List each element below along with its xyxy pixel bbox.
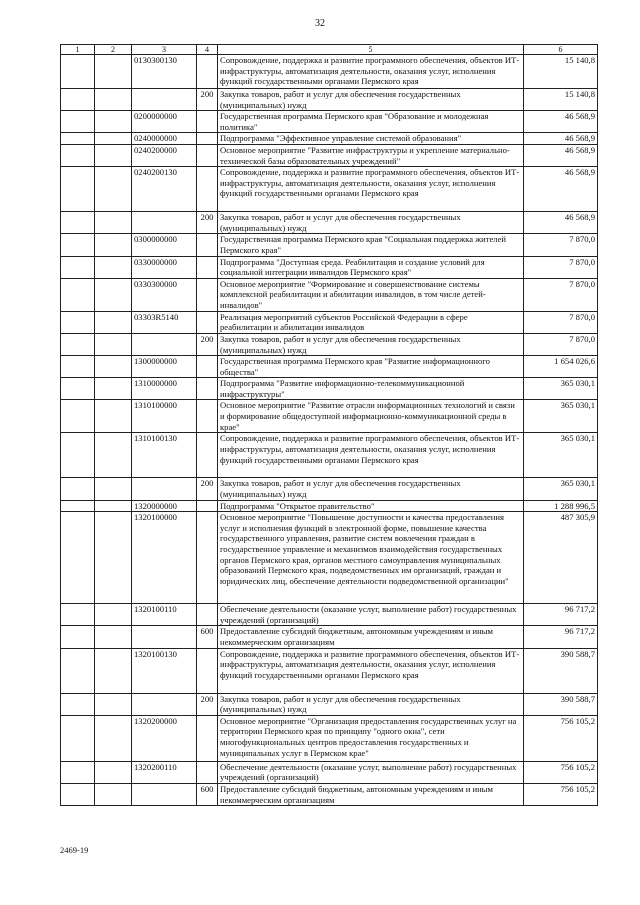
cell-col-2: [95, 500, 132, 512]
cell-code: 1320200110: [132, 761, 197, 783]
cell-col-2: [95, 512, 132, 604]
cell-name: Сопровождение, поддержка и развитие программного обеспечения, объектов ИТ-инфраструктуры, автоматизация деятельности, оказания услуг, исполнения функций государственными органами Пермского края: [218, 55, 524, 89]
cell-col-2: [95, 378, 132, 400]
table-row: [61, 234, 598, 256]
table-row: [61, 133, 598, 145]
cell-col-1: [61, 144, 95, 166]
cell-code: [132, 478, 197, 500]
cell-expense-type: [197, 356, 218, 378]
cell-code: 1310000000: [132, 378, 197, 400]
cell-col-1: [61, 512, 95, 604]
cell-name: Закупка товаров, работ и услуг для обеспечения государственных (муниципальных) нужд: [218, 89, 524, 111]
cell-name: Основное мероприятие "Формирование и совершенствование системы комплексной реабилитации и абилитации инвалидов, в том числе детей-инвалидов": [218, 278, 524, 311]
budget-table: [60, 44, 598, 806]
cell-code: 1320200000: [132, 715, 197, 761]
cell-expense-type: 200: [197, 89, 218, 111]
footer-code: 2469-19: [60, 845, 89, 855]
table-row: [61, 761, 598, 783]
cell-name: Подпрограмма "Эффективное управление системой образования": [218, 133, 524, 145]
cell-col-2: [95, 256, 132, 278]
table-row: [61, 626, 598, 648]
cell-amount: 756 105,2: [524, 761, 598, 783]
cell-amount: 46 568,9: [524, 144, 598, 166]
cell-amount: 15 140,8: [524, 89, 598, 111]
cell-expense-type: [197, 111, 218, 133]
cell-col-2: [95, 89, 132, 111]
cell-expense-type: [197, 715, 218, 761]
cell-code: 0200000000: [132, 111, 197, 133]
cell-amount: 7 870,0: [524, 278, 598, 311]
header-col-6: 6: [524, 45, 598, 55]
cell-col-2: [95, 234, 132, 256]
cell-name: Предоставление субсидий бюджетным, автономным учреждениям и иным некоммерческим организациям: [218, 784, 524, 806]
cell-col-2: [95, 55, 132, 89]
cell-col-1: [61, 500, 95, 512]
cell-code: [132, 626, 197, 648]
cell-col-1: [61, 378, 95, 400]
cell-name: Основное мероприятие "Организация предоставления государственных услуг на территории Пермского края по принципу "одного окна", сети многофункциональных центров предоставления государственных и муниципальных услуг в Пермском крае": [218, 715, 524, 761]
cell-amount: 1 288 996,5: [524, 500, 598, 512]
cell-col-2: [95, 111, 132, 133]
cell-col-2: [95, 784, 132, 806]
cell-name: Закупка товаров, работ и услуг для обеспечения государственных (муниципальных) нужд: [218, 693, 524, 715]
cell-col-1: [61, 400, 95, 433]
cell-col-1: [61, 167, 95, 212]
cell-name: Подпрограмма "Доступная среда. Реабилитация и создание условий для социальной интеграции инвалидов Пермского края": [218, 256, 524, 278]
cell-col-1: [61, 111, 95, 133]
cell-code: 0240000000: [132, 133, 197, 145]
cell-amount: 390 588,7: [524, 693, 598, 715]
cell-amount: 365 030,1: [524, 400, 598, 433]
cell-expense-type: 200: [197, 478, 218, 500]
cell-name: Основное мероприятие "Развитие инфраструктуры и укрепление материально-технической базы образовательных учреждений": [218, 144, 524, 166]
cell-code: 0240200000: [132, 144, 197, 166]
cell-col-1: [61, 212, 95, 234]
cell-col-2: [95, 333, 132, 355]
cell-col-1: [61, 761, 95, 783]
cell-amount: 365 030,1: [524, 378, 598, 400]
cell-code: 03303R5140: [132, 311, 197, 333]
cell-expense-type: 200: [197, 693, 218, 715]
cell-col-2: [95, 693, 132, 715]
cell-name: Сопровождение, поддержка и развитие программного обеспечения, объектов ИТ-инфраструктуры, автоматизация деятельности, оказания услуг, исполнения функций государственными органами Пермского края: [218, 433, 524, 478]
cell-col-1: [61, 715, 95, 761]
cell-amount: 46 568,9: [524, 212, 598, 234]
table-row: [61, 648, 598, 693]
cell-col-1: [61, 133, 95, 145]
cell-name: Основное мероприятие "Развитие отрасли информационных технологий и связи и формирование общедоступной информационно-коммуникационной среды в крае": [218, 400, 524, 433]
cell-code: [132, 693, 197, 715]
cell-col-2: [95, 648, 132, 693]
cell-code: 1320100110: [132, 604, 197, 626]
table-row: [61, 167, 598, 212]
table-row: [61, 144, 598, 166]
cell-expense-type: 200: [197, 212, 218, 234]
header-col-5: 5: [218, 45, 524, 55]
table-row: [61, 356, 598, 378]
header-col-4: 4: [197, 45, 218, 55]
cell-code: 1300000000: [132, 356, 197, 378]
cell-col-2: [95, 167, 132, 212]
cell-expense-type: [197, 55, 218, 89]
cell-amount: 756 105,2: [524, 715, 598, 761]
cell-expense-type: [197, 234, 218, 256]
cell-name: Закупка товаров, работ и услуг для обеспечения государственных (муниципальных) нужд: [218, 212, 524, 234]
table-row: [61, 278, 598, 311]
cell-amount: 7 870,0: [524, 333, 598, 355]
cell-amount: 7 870,0: [524, 234, 598, 256]
cell-expense-type: [197, 256, 218, 278]
cell-expense-type: 200: [197, 333, 218, 355]
table-row: [61, 784, 598, 806]
cell-col-1: [61, 648, 95, 693]
cell-amount: 487 305,9: [524, 512, 598, 604]
cell-name: Государственная программа Пермского края "Образование и молодежная политика": [218, 111, 524, 133]
cell-code: [132, 212, 197, 234]
cell-name: Предоставление субсидий бюджетным, автономным учреждениям и иным некоммерческим организациям: [218, 626, 524, 648]
cell-col-1: [61, 89, 95, 111]
header-col-1: 1: [61, 45, 95, 55]
cell-amount: 365 030,1: [524, 433, 598, 478]
cell-code: 0330300000: [132, 278, 197, 311]
cell-expense-type: [197, 311, 218, 333]
cell-col-2: [95, 478, 132, 500]
cell-expense-type: [197, 500, 218, 512]
cell-col-2: [95, 715, 132, 761]
cell-code: 1310100130: [132, 433, 197, 478]
cell-amount: 1 654 026,6: [524, 356, 598, 378]
cell-amount: 96 717,2: [524, 626, 598, 648]
cell-code: 0300000000: [132, 234, 197, 256]
table-row: [61, 433, 598, 478]
cell-code: [132, 333, 197, 355]
cell-expense-type: [197, 133, 218, 145]
cell-name: Реализация мероприятий субъектов Российской Федерации в сфере реабилитации и абилитации инвалидов: [218, 311, 524, 333]
cell-name: Сопровождение, поддержка и развитие программного обеспечения, объектов ИТ-инфраструктуры, автоматизация деятельности, оказания услуг, исполнения функций государственными органами Пермского края: [218, 648, 524, 693]
cell-name: Государственная программа Пермского края "Развитие информационного общества": [218, 356, 524, 378]
table-row: [61, 212, 598, 234]
table-row: [61, 693, 598, 715]
cell-col-1: [61, 433, 95, 478]
cell-amount: 15 140,8: [524, 55, 598, 89]
cell-col-2: [95, 356, 132, 378]
cell-col-1: [61, 356, 95, 378]
cell-name: Государственная программа Пермского края "Социальная поддержка жителей Пермского края": [218, 234, 524, 256]
cell-col-1: [61, 256, 95, 278]
page-number: 32: [315, 18, 325, 29]
cell-col-1: [61, 333, 95, 355]
cell-expense-type: [197, 512, 218, 604]
cell-name: Подпрограмма "Открытое правительство": [218, 500, 524, 512]
table-row: [61, 333, 598, 355]
cell-col-1: [61, 604, 95, 626]
table-row: [61, 478, 598, 500]
table-row: [61, 89, 598, 111]
cell-code: 1310100000: [132, 400, 197, 433]
cell-col-2: [95, 433, 132, 478]
cell-amount: 46 568,9: [524, 133, 598, 145]
cell-col-1: [61, 311, 95, 333]
cell-code: [132, 784, 197, 806]
cell-name: Обеспечение деятельности (оказание услуг, выполнение работ) государственных учреждений (организаций): [218, 761, 524, 783]
cell-expense-type: [197, 648, 218, 693]
cell-col-1: [61, 784, 95, 806]
table-row: [61, 512, 598, 604]
table-row: [61, 715, 598, 761]
header-col-2: 2: [95, 45, 132, 55]
cell-col-2: [95, 311, 132, 333]
cell-amount: 7 870,0: [524, 311, 598, 333]
cell-amount: 756 105,2: [524, 784, 598, 806]
table-header-row: [61, 45, 598, 55]
cell-code: 1320100130: [132, 648, 197, 693]
cell-col-1: [61, 693, 95, 715]
table-row: [61, 378, 598, 400]
cell-amount: 96 717,2: [524, 604, 598, 626]
table-row: [61, 111, 598, 133]
cell-col-1: [61, 278, 95, 311]
cell-code: [132, 89, 197, 111]
cell-name: Обеспечение деятельности (оказание услуг, выполнение работ) государственных учреждений (организаций): [218, 604, 524, 626]
cell-col-1: [61, 234, 95, 256]
cell-expense-type: [197, 167, 218, 212]
cell-code: 0240200130: [132, 167, 197, 212]
cell-col-2: [95, 278, 132, 311]
cell-col-2: [95, 212, 132, 234]
table-body: [61, 55, 598, 806]
cell-name: Закупка товаров, работ и услуг для обеспечения государственных (муниципальных) нужд: [218, 478, 524, 500]
cell-col-2: [95, 133, 132, 145]
cell-amount: 7 870,0: [524, 256, 598, 278]
header-col-3: 3: [132, 45, 197, 55]
cell-name: Закупка товаров, работ и услуг для обеспечения государственных (муниципальных) нужд: [218, 333, 524, 355]
cell-code: 0130300130: [132, 55, 197, 89]
table-row: [61, 55, 598, 89]
cell-amount: 46 568,9: [524, 111, 598, 133]
cell-col-2: [95, 761, 132, 783]
cell-col-2: [95, 604, 132, 626]
cell-expense-type: 600: [197, 626, 218, 648]
cell-name: Сопровождение, поддержка и развитие программного обеспечения, объектов ИТ-инфраструктуры, автоматизация деятельности, оказания услуг, исполнения функций государственными органами Пермского края: [218, 167, 524, 212]
cell-expense-type: [197, 144, 218, 166]
table-row: [61, 500, 598, 512]
cell-amount: 390 588,7: [524, 648, 598, 693]
cell-col-2: [95, 144, 132, 166]
cell-amount: 46 568,9: [524, 167, 598, 212]
cell-expense-type: [197, 433, 218, 478]
table-row: [61, 311, 598, 333]
table-row: [61, 400, 598, 433]
cell-amount: 365 030,1: [524, 478, 598, 500]
cell-col-1: [61, 55, 95, 89]
cell-expense-type: [197, 604, 218, 626]
table-row: [61, 256, 598, 278]
cell-expense-type: [197, 278, 218, 311]
cell-code: 0330000000: [132, 256, 197, 278]
cell-col-1: [61, 626, 95, 648]
cell-expense-type: [197, 400, 218, 433]
cell-name: Основное мероприятие "Повышение доступности и качества предоставления услуг и исполнения функций в электронной форме, повышение качества государственного управления, развитие систем вовлечения граждан в государственное управление и механизмов взаимодействия государственных органов Пермского края, органов местного самоуправления муниципальных образований Пермского края, подведомственных им организаций, граждан и юридических лиц, обеспечение деятельности подведомственной организации": [218, 512, 524, 604]
cell-code: 1320100000: [132, 512, 197, 604]
cell-col-2: [95, 626, 132, 648]
cell-expense-type: [197, 378, 218, 400]
cell-col-1: [61, 478, 95, 500]
cell-col-2: [95, 400, 132, 433]
cell-code: 1320000000: [132, 500, 197, 512]
table-row: [61, 604, 598, 626]
cell-expense-type: [197, 761, 218, 783]
cell-name: Подпрограмма "Развитие информационно-телекоммуникационной инфраструктуры": [218, 378, 524, 400]
cell-expense-type: 600: [197, 784, 218, 806]
